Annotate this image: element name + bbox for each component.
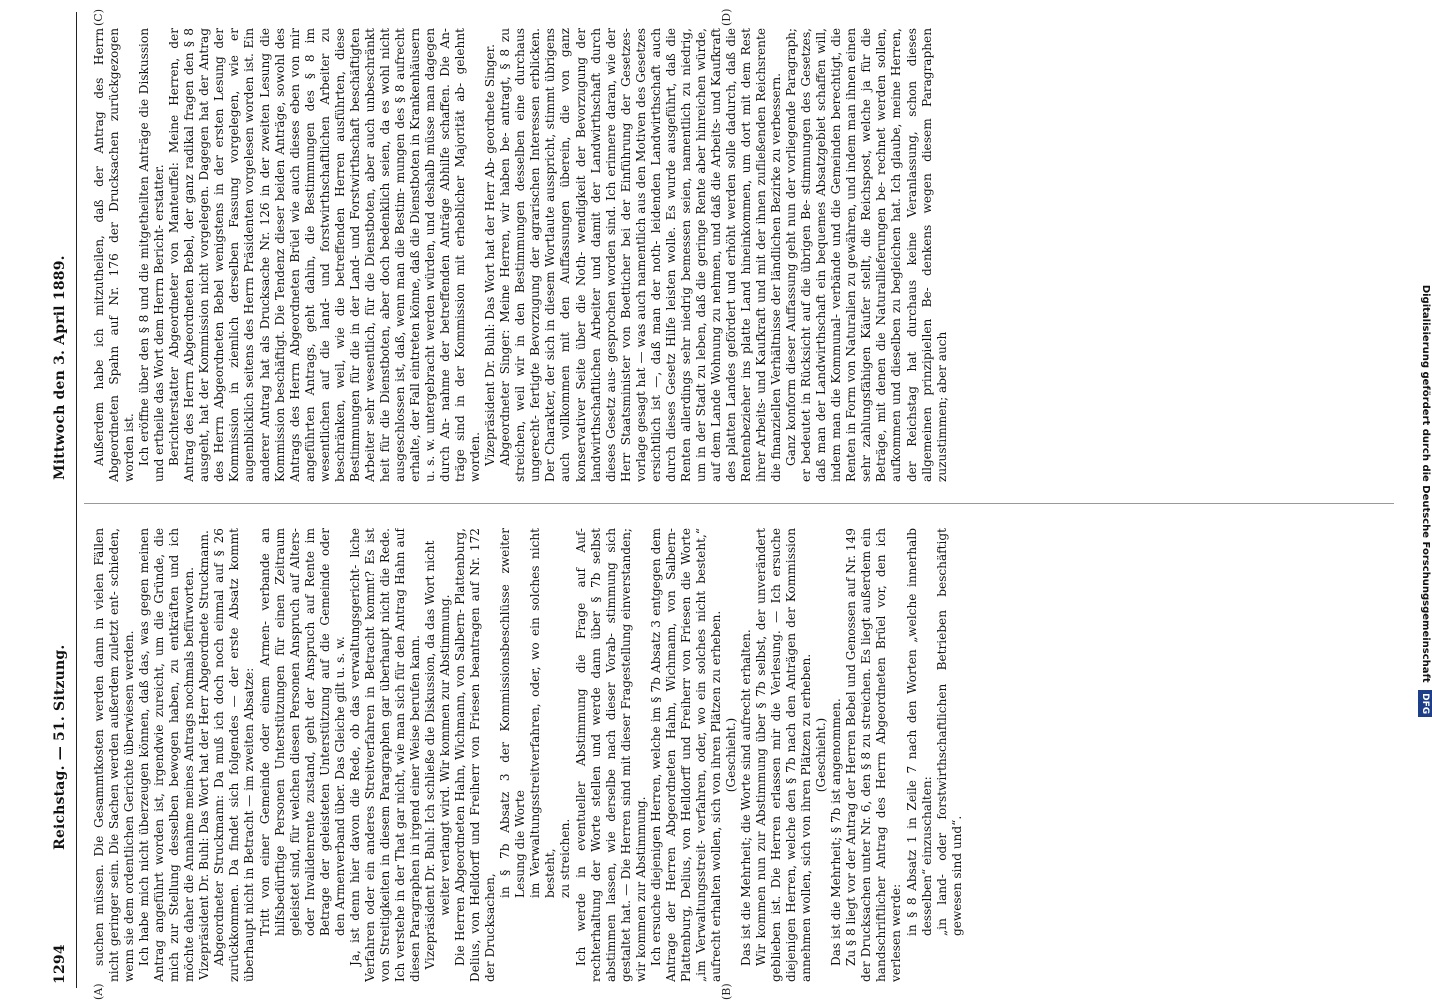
margin-mark-c: (C)	[92, 9, 105, 26]
paragraph: Wir kommen nun zur Abstimmung über § 7b selbst, der unverändert geblieben ist. Die Herren erlassen mir die Verlesung. — Ich ersuche diejenigen Herren, welche den § 7b nach den Anträgen der Kommission annehmen wollen, sich von ihren Plätzen zu erheben.	[754, 528, 814, 982]
paragraph: Abgeordneter Struckmann: Da muß ich doch noch einmal auf § 26 zurückkommen. Da findet sich folgendes — der erste Absatz kommt überhaupt nicht in Betracht — im zweiten Absatze:	[212, 528, 257, 982]
paragraph: Ich werde in eventueller Abstimmung die Frage auf Auf- rechterhaltung der Worte stellen und werde dann über § 7b selbst abstimmen lassen, wie derselbe nach dieser Vorab- stimmung sich gestaltet hat. — Die Herren sind mit dieser Fragestellung einverstanden; wir kommen zur Abstimmung.	[573, 528, 648, 982]
paragraph: zu streichen.	[558, 818, 573, 898]
header-rule	[76, 12, 77, 988]
paragraph: in § 8 Absatz 1 in Zeile 7 nach den Worten „welche innerhalb desselben“ einzuschalten:	[904, 528, 934, 936]
column-divider	[84, 503, 1394, 504]
paragraph: Vizepräsident Dr. Buhl: Das Wort hat der Herr Abgeordnete Struckmann.	[197, 530, 212, 980]
footer-credit: Digitalisierung gefördert durch die Deutsche Forschungsgemeinschaft	[1420, 284, 1431, 683]
paragraph: Berichterstatter Abgeordneter von Manteuffel: Meine Herren, der Antrag des Herrn Abgeordneten Bebel, der ganz radikal fragen den § 8 ausgeht, hat der Kommission nicht vorgelegen. Dagegen hat der Antrag des Herrn Abgeordneten Bebel wenigstens in der ersten Lesung der Kommission in ziemlich derselben Fassung vorgelegen, wie er augenblicklich seitens des Herrn Präsidenten vorgelesen worden ist. Ein anderer Antrag hat als Drucksache Nr. 126 in der zweiten Lesung die Kommission beschäftigt. Die Tendenz dieser beiden Anträge, sowohl des Antrags des Herrn Abgeordneten Brüel wie auch dieses eben von mir angeführten Antrags, geht dahin, die Bestimmungen des § 8 im wesentlichen auf die land- und forstwirthschaftlichen Arbeiter zu beschränken, weil, wie die betreffenden Herren ausführten, diese Bestimmungen für die in der Land- und Forstwirthschaft beschäftigten Arbeiter sehr wesentlich, für die Dienstboten, aber auch unbeschränkt heit für die Dienstboten, aber doch bedenklich seien, da es wohl nicht ausgeschlossen ist, daß, wenn man die Bestim- mungen des § 8 aufrecht erhalte, der Fall eintreten könne, daß die Dienstboten in Krankenhäusern u. s. w. untergebracht werden würden, und deshalb müsse man dagegen durch An- nahme der betreffenden Anträge Abhilfe schaffen. Die An- träge sind in der Kommission mit erheblicher Majorität ab- gelehnt worden.	[167, 28, 483, 482]
paragraph: Vizepräsident Dr. Buhl: Ich schließe die Diskussion, da das Wort nicht weiter verlangt wird. Wir kommen zur Abstimmung.	[423, 540, 453, 970]
paragraph: Zu § 8 liegt vor der Antrag der Herren Bebel und Genossen auf Nr. 149 der Drucksachen unter Nr. 6, den § 8 zu streichen. Es liegt außerdem ein handschriftlicher Antrag des Herrn Abgeordneten Brüel vor, den ich verlesen werde:	[844, 528, 904, 982]
margin-mark-d: (D)	[720, 8, 733, 26]
margin-mark-a: (A)	[92, 983, 105, 1000]
paragraph: Abgeordneter Singer: Meine Herren, wir haben be- antragt, § 8 zu streichen, weil wir in den Bestimmungen desselben eine durchaus ungerecht- fertigte Bevorzugung der agrarischen Interessen erblicken. Der Charakter, der sich in diesem Wortlaute ausspricht, stimmt übrigens auch vollkommen mit den Auffassungen überein, die von ganz konservativer Seite über die Noth- wendigkeit der Bevorzugung der landwirthschaftlichen Arbeiter und damit der Landwirthschaft durch dieses Gesetz aus- gesprochen worden sind. Ich erinnere daran, wie der Herr Staatsminister von Boetticher bei der Einführung der Gesetzes- vorlage gesagt hat — was auch namentlich aus den Motiven des Gesetzes ersichtlich ist —, daß man der noth- leidenden Landwirthschaft auch durch dieses Gesetz Hilfe leisten wolle. Es wurde ausgeführt, daß die Renten allerdings sehr niedrig bemessen seien, namentlich zu niedrig, um in der Stadt zu leben, daß die geringe Rente aber hinreichen würde, auf dem Lande Wohnung zu nehmen, und daß die Arbeits- und Kaufkraft des platten Landes gefördert und erhöht werden solle dadurch, daß die Rentenbezieher ins platte Land hineinkommen, um dort mit dem Rest ihrer Arbeits- und Kaufkraft und mit der ihnen zufließenden Reichsrente die finanziellen Verhältnisse der ländlichen Bezirke zu verbessern.	[498, 28, 784, 482]
right-text-column	[92, 28, 1382, 482]
margin-mark-b: (B)	[720, 983, 733, 1000]
paragraph: Ja, ist denn hier davon die Rede, ob das verwaltungsgericht- liche Verfahren oder ein anderes Streitverfahren in Betracht kommt? Es ist von Streitigkeiten in diesem Paragraphen gar überhaupt nicht die Rede. Ich verstehe in der That gar nicht, wie man sich für den Antrag Hahn auf diesen Paragraphen in irgend einer Weise berufen kann.	[347, 528, 422, 982]
paragraph: Ich eröffne über den § 8 und die mitgetheilten Anträge die Diskussion und ertheile das Wort dem Herrn Bericht- erstatter.	[137, 28, 167, 482]
paragraph: Außerdem habe ich mitzutheilen, daß der Antrag des Herrn Abgeordneten Spahn auf Nr. 176 der Drucksachen zurückgezogen worden ist.	[92, 28, 137, 482]
paragraph: Ich ersuche diejenigen Herren, welche im § 7b Absatz 3 entgegen dem Antrage der Herren Abgeordneten Hahn, Wichmann, von Salbern-Plattenburg, Delius, von Helldorff und Freiherr von Friesen die Worte „im Verwaltungsstreit- verfahren, oder, wo ein solches nicht besteht,“ aufrecht erhalten wollen, sich von ihren Plätzen zu erheben.	[648, 528, 723, 982]
paragraph: Die Herren Abgeordneten Hahn, Wichmann, von Salbern- Plattenburg, Delius, von Helldorff und Freiherr von Friesen beantragen auf Nr. 172 der Drucksachen,	[453, 528, 498, 982]
dfg-logo: DFG	[1418, 690, 1432, 717]
paragraph: (Geschieht.)	[723, 717, 738, 793]
paragraph: im Verwaltungsstreitverfahren, oder, wo ein solches nicht besteht,	[528, 528, 558, 898]
paragraph: (Geschieht.)	[814, 717, 829, 793]
paragraph: Vizepräsident Dr. Buhl: Das Wort hat der Herr Ab- geordnete Singer.	[483, 44, 498, 466]
paragraph: Das ist die Mehrheit; die Worte sind aufrecht erhalten.	[739, 629, 754, 966]
left-text-column	[92, 528, 1382, 982]
right-running-head: Mittwoch den 3. April 1889.	[52, 255, 68, 480]
paragraph: in § 7b Absatz 3 der Kommissionsbeschlüsse zweiter Lesung die Worte	[498, 528, 528, 898]
paragraph: suchen müssen. Die Gesammtkosten werden dann in vielen Fällen nicht geringer sein. Die Sachen werden außerdem zuletzt ent- schieden, wenn sie dem ordentlichen Gerichte überwiesen werden.	[92, 528, 137, 982]
paragraph: Tritt von einer Gemeinde oder einem Armen- verbande an hilfsbedürftige Personen Unterstützungen für einen Zeitraum geleistet sind, für welchen diesen Personen Anspruch auf Alters- oder Invalidenrente zustand, geht der Anspruch auf Rente im Betrage der geleisteten Unterstützung auf die Gemeinde oder den Armenverband über. Das Gleiche gilt u. s. w.	[257, 528, 347, 936]
paragraph: „in land- oder forstwirthschaftlichen Betrieben beschäftigt gewesen sind und“.	[934, 528, 964, 936]
page-number: 1294	[52, 944, 68, 984]
paragraph: Ganz konform dieser Auffassung geht nun der vorliegende Paragraph; er bedeutet in Rücksicht auf die übrigen Be- stimmungen des Gesetzes, daß man der Landwirthschaft ein bequemes Absatzgebiet schaffen will, indem man die Kommunal- verbände und die Gemeinden berechtigt, die Renten in Form von Naturalien zu gewähren, und indem man ihnen einen sehr zahlungsfähigen Käufer stellt, die Reichspost, welche ja für die Beträge, mit denen die Naturallieferungen be- rechnet werden sollen, aufkommen und dieselben zu begleichen hat. Ich glaube, meine Herren, der Reichstag hat durchaus keine Veranlassung, schon dieses allgemeinen prinzipiellen Be- denkens wegen diesem Paragraphen zuzustimmen; aber auch	[784, 28, 949, 482]
left-running-head: Reichstag. — 51. Sitzung.	[52, 644, 68, 850]
digitization-footer	[1418, 6, 1432, 996]
paragraph: Das ist die Mehrheit; § 7b ist angenommen.	[829, 698, 844, 966]
paragraph: Ich habe mich nicht überzeugen können, daß das, was gegen meinen Antrag angeführt worden ist, irgendwie zureicht, um die Gründe, die mich zur Stellung desselben bewogen haben, zu entkräften und ich möchte daher die Annahme meines Antrags nochmals befürworten.	[137, 528, 197, 982]
